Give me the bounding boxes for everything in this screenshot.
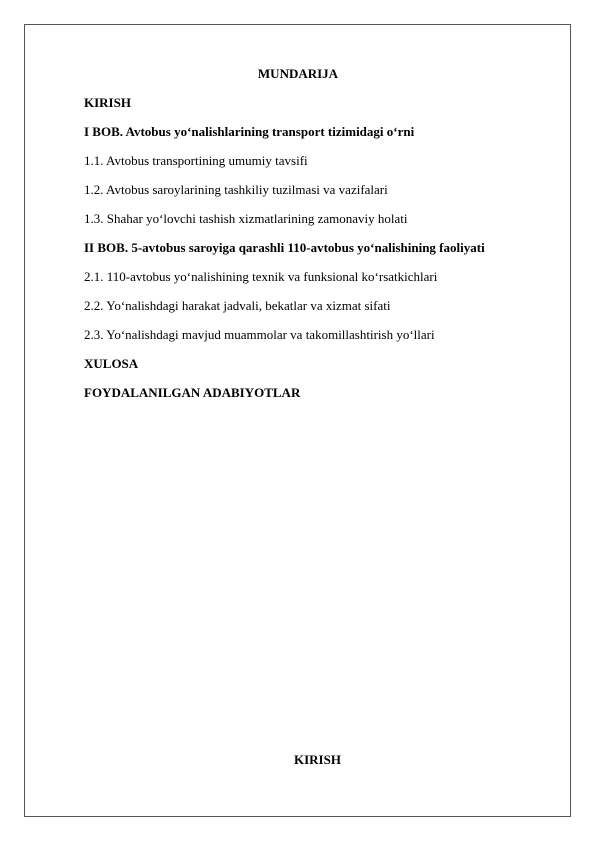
toc-item-1-1: 1.1. Avtobus transportining umumiy tavsifi xyxy=(84,153,308,168)
toc-item-chapter-2: II BOB. 5-avtobus saroyiga qarashli 110-avtobus yo‘nalishining faoliyati xyxy=(84,240,485,255)
toc-item-xulosa: XULOSA xyxy=(84,356,139,371)
toc-item-2-1: 2.1. 110-avtobus yo‘nalishining texnik va funksional ko‘rsatkichlari xyxy=(84,269,438,284)
toc-item-1-2: 1.2. Avtobus saroylarining tashkiliy tuzilmasi va vazifalari xyxy=(84,182,388,197)
toc-item-adabiyotlar: FOYDALANILGAN ADABIYOTLAR xyxy=(84,385,301,400)
toc-item-chapter-1: I BOB. Avtobus yo‘nalishlarining transport tizimidagi o‘rni xyxy=(84,124,415,139)
page-border xyxy=(24,24,571,817)
toc-item-2-2: 2.2. Yo‘nalishdagi harakat jadvali, bekatlar va xizmat sifati xyxy=(84,298,391,313)
toc-item-1-3: 1.3. Shahar yo‘lovchi tashish xizmatlarining zamonaviy holati xyxy=(84,211,408,226)
toc-item-2-3: 2.3. Yo‘nalishdagi mavjud muammolar va takomillashtirish yo‘llari xyxy=(84,327,435,342)
section-heading-kirish: KIRISH xyxy=(294,752,341,767)
toc-item-kirish: KIRISH xyxy=(84,95,131,110)
toc-title: MUNDARIJA xyxy=(257,66,339,81)
